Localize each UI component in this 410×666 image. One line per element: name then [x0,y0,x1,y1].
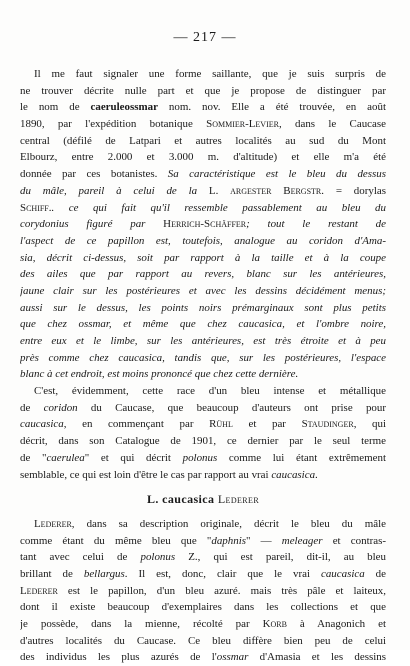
author-name: L. argester Bergstr. [208,184,324,197]
author-name: Lederer [217,492,260,507]
text-line [20,300,386,317]
text-run: central (défilé de Latpari et autres localités au sud du Mont [20,134,386,147]
text-line [20,467,386,484]
italic-run: du mâle, pareil à celui de la [20,184,209,197]
text-line [20,216,386,233]
text-run: " — [246,534,282,547]
new-name-term: caeruleossmar [90,101,158,114]
italic-run: Sa caractéristique est le bleu du dessus [167,168,386,181]
paragraph-3 [20,516,386,666]
italic-run: ; tout le restant de [246,218,386,231]
text-run: de [364,567,386,580]
italic-run: bellargus [83,567,125,580]
text-line [20,316,386,333]
text-line [20,433,386,450]
text-run: donnée par ces botanistes. [20,168,168,181]
text-line [20,149,386,166]
text-run: d'Amasia et les dessins [248,651,386,664]
italic-run: des ailes que par rapport au revers, blanc sur les antérieures, [20,268,386,281]
text-run: = dorylas [324,184,386,197]
text-line [20,416,386,433]
text-run: le nom de [20,101,91,114]
text-line [20,583,386,600]
italic-run: ossmar [216,651,249,664]
text-line [20,133,386,150]
italic-run: blanc à cet endroit, est moins prononcé que chez cette dernière. [20,368,299,381]
text-line [20,599,386,616]
text-run: " et qui décrit [84,451,183,464]
text-run: comme étant du même bleu que " [20,534,212,547]
text-line [20,250,386,267]
text-run: , qui [353,418,386,431]
text-run: décrit, dans son Catalogue de 1901, ce dernier par le seul terme [20,435,386,448]
italic-run: caerulea [46,451,85,464]
species-name: L. caucasica [146,492,215,507]
italic-run: corydonius figuré par [20,218,164,231]
text-run: et contras- [322,534,386,547]
text-line [20,383,386,400]
page-number: — 217 — [173,30,237,45]
text-line [20,116,386,133]
text-line [20,83,386,100]
body-text [20,66,386,666]
text-run: , dans le Caucase [278,118,386,131]
text-line [20,549,386,566]
italic-run: jaune clair sur les postérieures et avec les dessins décidément menus; [20,284,386,297]
author-name: Lederer [20,584,58,597]
text-run: Il me faut signaler une forme saillante, que je suis surpris de [34,68,386,80]
italic-run: l'aspect de ce papillon est, toutefois, analogue au coridon d'Ama- [20,234,386,247]
author-name: Lederer [34,517,72,530]
text-run: et par [232,418,302,431]
text-run: comme lui étant extrêmement [217,451,386,464]
italic-run: caucasica [20,418,64,431]
italic-run: . ce qui fait qu'il ressemble passablement au bleu du [51,201,386,214]
author-name: Korb [262,618,287,630]
text-line [20,66,386,83]
text-line [20,283,386,300]
italic-run: caucasica [271,468,316,481]
text-line [20,350,386,367]
text-run: Z., qui est pareil, dit-il, au bleu [175,551,386,564]
text-line [20,450,386,467]
italic-run: sia, décrit ci-dessus, soit par rapport à la taille et à la coupe [20,251,386,264]
text-run: , en commençant par [63,418,210,431]
text-run: tant avec celui de [20,551,141,564]
author-name: Schiff. [20,201,52,214]
text-run: . [315,468,318,481]
text-run: dont il existe beaucoup d'exemplaires dans les collections et que [20,601,386,614]
text-run: de [20,401,44,414]
text-run: 1890, par l'expédition botanique [20,118,207,131]
paragraph-2 [20,383,386,483]
author-name: Rühl [209,418,233,431]
text-line [20,533,386,550]
italic-run: meleager [281,534,323,547]
text-line [20,400,386,417]
text-line [20,566,386,583]
text-line [20,366,386,383]
text-run: est le papillon, d'un bleu azuré. mais très pâle et laiteux, [57,584,386,597]
text-line [20,616,386,633]
italic-run: entre eux et le limbe, sur les antérieures, est très étroite et à peu [20,335,386,347]
paragraph-1 [20,66,386,383]
text-run: semblable, ce qui est loin d'être le cas par rapport au vrai [20,468,272,481]
text-run: je possède, dans la mienne, récolté par [20,618,263,630]
text-line [20,266,386,283]
author-name: Herrich-Schäffer [163,218,247,231]
text-line [20,183,386,200]
text-run: du Caucase, que beaucoup d'auteurs ont prise pour [77,401,386,414]
text-run: des individus les plus azurés de l' [20,651,217,664]
italic-run: près comme chez caucasica, tandis que, sur les postérieures, l'espace [20,351,386,364]
text-line [20,649,386,666]
text-line [20,200,386,217]
text-line [20,516,386,533]
text-line [20,99,386,116]
text-run: , dans sa description originale, décrit le bleu du mâle [71,517,386,530]
italic-run: polonus [182,451,218,464]
section-heading [20,491,386,508]
text-run: à Anagonich et [286,618,386,630]
text-run: . Il est, donc, clair que le vrai [124,567,321,580]
text-line [20,633,386,650]
author-name: Staudinger [301,418,354,431]
text-run: ne trouver décrite nulle part et que je propose de distinguer par [20,84,386,97]
italic-run: que chez ossmar, et même que chez caucasica, et l'ombre noire, [20,318,386,331]
italic-run: coridon [43,401,78,414]
text-run: nom. nov. Elle a été trouvée, en août [157,101,386,114]
text-line [20,166,386,183]
text-line [20,333,386,350]
italic-run: polonus [140,551,176,564]
text-line [20,233,386,250]
author-name: Sommier-Levier [206,118,279,131]
text-run: brillant de [20,567,84,580]
text-run: de " [20,451,47,464]
italic-run: caucasica [320,567,365,580]
italic-run: aussi sur le dessus, les points noirs prémarginaux sont plus petits [20,301,386,314]
text-run: d'autres localités du Caucase. Ce bleu diffère bien peu de celui [20,634,386,647]
text-run: C'est, évidemment, cette race d'un bleu intense et métallique [34,385,386,398]
italic-run: daphnis [211,534,246,547]
text-run: Elbourz, entre 2.000 et 3.000 m. d'altitude) et elle m'a été [20,151,386,164]
